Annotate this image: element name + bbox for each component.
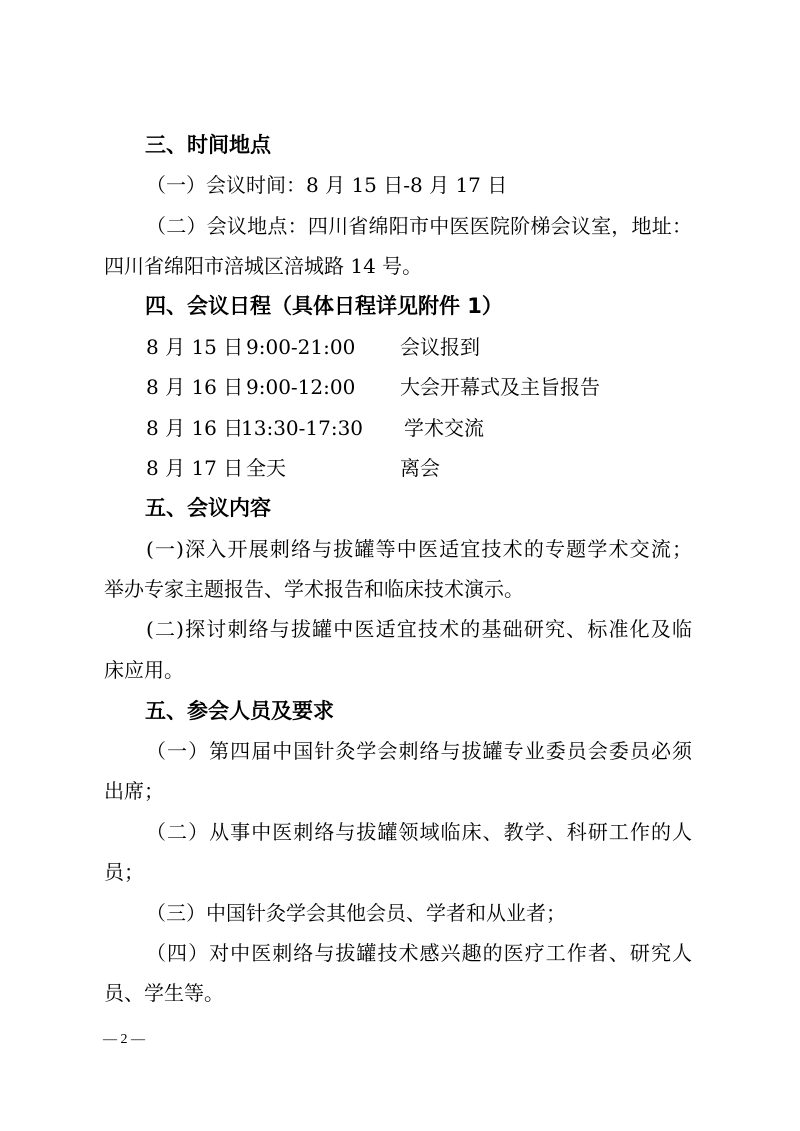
paragraph-meeting-time: （一）会议时间：8 月 15 日-8 月 17 日 — [146, 173, 508, 197]
paragraph-participants-item3: （三）中国针灸学会其他会员、学者和从业者； — [146, 901, 566, 925]
paragraph-participants-item2-line2: 员； — [104, 860, 144, 884]
schedule-event: 离会 — [400, 456, 440, 480]
schedule-event: 学术交流 — [404, 416, 484, 440]
paragraph-participants-item2-line1: （二）从事中医刺络与拔罐领域临床、教学、科研工作的人 — [146, 820, 692, 844]
paragraph-meeting-location-line2: 四川省绵阳市涪城区涪城路 14 号。 — [104, 254, 423, 278]
paragraph-content-item2-line1: (二)探讨刺络与拔罐中医适宜技术的基础研究、标准化及临 — [146, 617, 692, 641]
section-heading-time-place: 三、时间地点 — [145, 133, 271, 157]
page-number: — 2 — — [103, 1032, 145, 1047]
section-heading-schedule: 四、会议日程（具体日程详见附件 1） — [145, 294, 503, 318]
paragraph-content-item2-line2: 床应用。 — [104, 658, 184, 682]
schedule-date: 8 月 17 日 — [146, 456, 244, 480]
schedule-date: 8 月 15 日 — [146, 335, 244, 359]
paragraph-participants-item4-line2: 员、学生等。 — [104, 981, 224, 1005]
paragraph-participants-item1-line1: （一）第四届中国针灸学会刺络与拔罐专业委员会委员必须 — [146, 739, 692, 763]
schedule-time: 9:00-12:00 — [246, 375, 356, 399]
schedule-event: 会议报到 — [400, 335, 480, 359]
section-heading-content: 五、会议内容 — [145, 496, 271, 520]
schedule-time: 13:30-17:30 — [241, 416, 364, 440]
schedule-time: 全天 — [246, 456, 286, 480]
paragraph-participants-item1-line2: 出席； — [104, 779, 164, 803]
schedule-time: 9:00-21:00 — [246, 335, 356, 359]
section-heading-participants: 五、参会人员及要求 — [145, 699, 334, 723]
paragraph-participants-item4-line1: （四）对中医刺络与拔罐技术感兴趣的医疗工作者、研究人 — [146, 941, 692, 965]
paragraph-content-item1-line1: (一)深入开展刺络与拔罐等中医适宜技术的专题学术交流； — [146, 537, 692, 561]
schedule-date: 8 月 16 日 — [146, 375, 244, 399]
schedule-date: 8 月 16 日 — [146, 416, 244, 440]
schedule-event: 大会开幕式及主旨报告 — [400, 375, 600, 399]
paragraph-content-item1-line2: 举办专家主题报告、学术报告和临床技术演示。 — [104, 577, 524, 601]
paragraph-meeting-location-line1: （二）会议地点：四川省绵阳市中医医院阶梯会议室，地址： — [146, 214, 692, 238]
